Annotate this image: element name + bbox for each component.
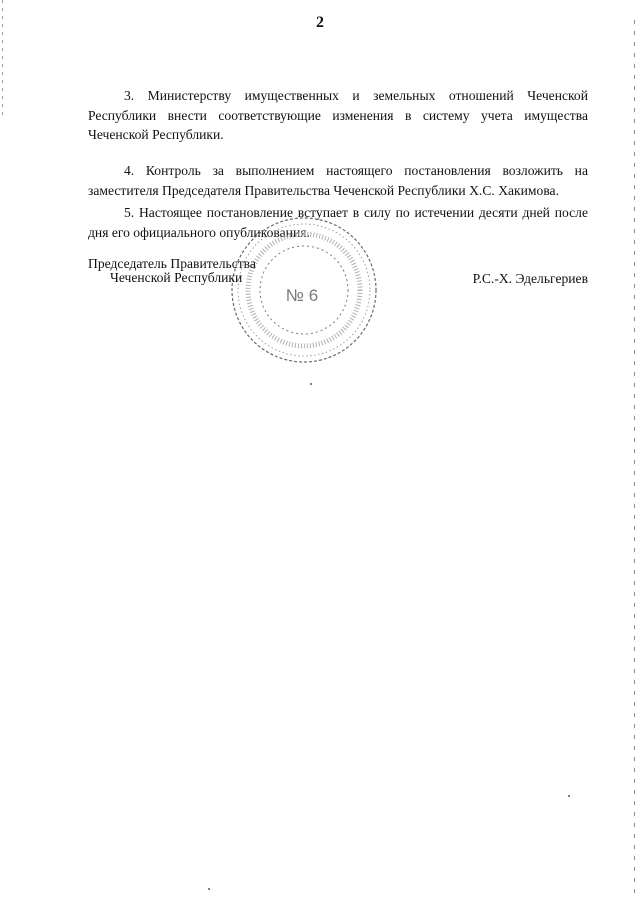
scan-speck xyxy=(310,383,312,385)
signatory-title-line1: Председатель Правительства xyxy=(88,256,256,271)
signatory-name: Р.С.-Х. Эдельгериев xyxy=(472,271,588,286)
scan-speck xyxy=(208,888,210,890)
paragraph-4: 4. Контроль за выполнением настоящего постановления возложить на заместителя Председателя Правительства Чеченской Республики Х.С. Хакимова. xyxy=(88,163,588,198)
scan-speck xyxy=(568,795,570,797)
signatory-title xyxy=(88,257,256,285)
official-seal xyxy=(228,214,380,366)
paragraph-5: 5. Настоящее постановление вступает в силу по истечении десяти дней после дня его официального опубликования. xyxy=(88,205,588,240)
page-number: 2 xyxy=(316,14,324,31)
signatory-title-line2: Чеченской Республики xyxy=(110,270,243,285)
seal-number: № 6 xyxy=(285,286,319,305)
scan-edge-right xyxy=(634,20,635,900)
paragraph-3: 3. Министерству имущественных и земельных отношений Чеченской Республики внести соответствующие изменения в систему учета имущества Чеченской Республики. xyxy=(88,88,588,142)
